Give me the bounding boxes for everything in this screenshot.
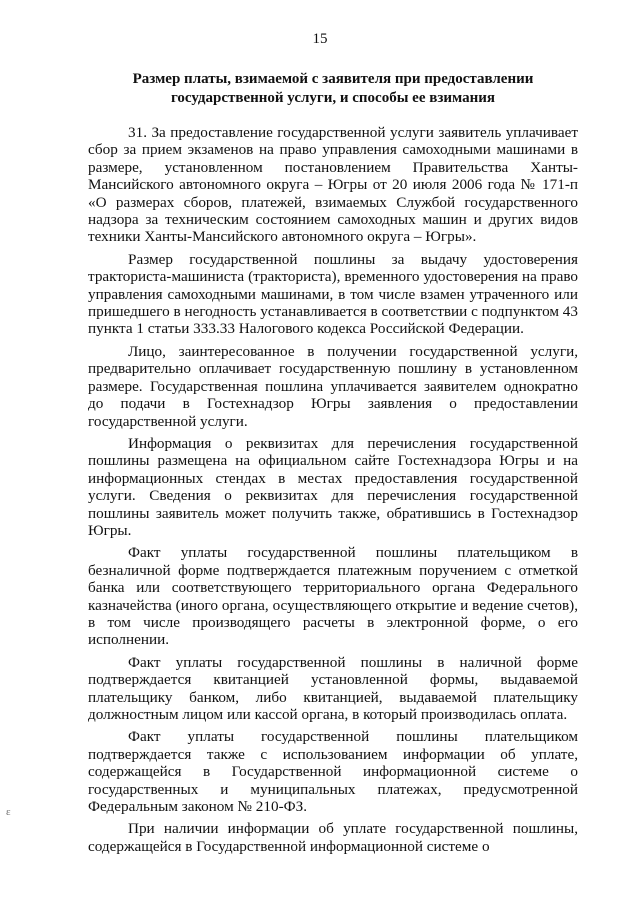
paragraph-gis-info: При наличии информации об уплате государственной пошлины, содержащейся в Государственной информационной системе о (88, 820, 578, 855)
document-body (88, 124, 578, 855)
paragraph-cashless-payment: Факт уплаты государственной пошлины плательщиком в безналичной форме подтверждается платежным поручением с отметкой банка или соответствующего территориального органа Федерального казначейства (иного органа, осуществляющего открытие и ведение счетов), в том числе производящего расчеты в электронной форме, о его исполнении. (88, 544, 578, 649)
section-heading (88, 70, 578, 108)
paragraph-cash-payment: Факт уплаты государственной пошлины в наличной форме подтверждается квитанцией установленной формы, выдаваемой плательщику банком, либо квитанцией, выдаваемой плательщику должностным лицом или кассой органа, в который производилась оплата. (88, 653, 578, 723)
heading-line-2: государственной услуги, и способы ее взимания (170, 90, 496, 106)
paragraph-fee-amount: Размер государственной пошлины за выдачу удостоверения тракториста-машиниста (тракториста), временного удостоверения на право управления самоходными машинами, в том числе взамен утраченного или пришедшего в негодность устанавливается в соответствии с подпунктом 43 пункта 1 статьи 333.33 Налогового кодекса Российской Федерации. (88, 250, 578, 338)
margin-mark: ɛ (6, 806, 11, 818)
heading-line-1: Размер платы, взимаемой с заявителя при предоставлении (132, 71, 534, 87)
paragraph-requisites: Информация о реквизитах для перечисления государственной пошлины размещена на официальном сайте Гостехнадзора Югры и на информационных стендах в местах предоставления государственной услуги. Сведения о реквизитах для перечисления государственной пошлины заявитель может получить также, обратившись в Гостехнадзор Югры. (88, 434, 578, 539)
paragraph-prepayment: Лицо, заинтересованное в получении государственной услуги, предварительно оплачивает государственную пошлину в установленном размере. Государственная пошлина уплачивается заявителем однократно до подачи в Гостехнадзор Югры заявления о предоставлении государственной услуги. (88, 342, 578, 430)
paragraph-gis-gmp: Факт уплаты государственной пошлины плательщиком подтверждается также с использованием информации об уплате, содержащейся в Государственной информационной системе о государственных и муниципальных платежах, предусмотренной Федеральным законом № 210-ФЗ. (88, 728, 578, 816)
paragraph-31: 31. За предоставление государственной услуги заявитель уплачивает сбор за прием экзаменов на право управления самоходными машинами в размере, установленном постановлением Правительства Ханты-Мансийского автономного округа – Югры от 20 июля 2006 года № 171-п «О размерах сборов, платежей, взимаемых Службой государственного надзора за техническим состоянием самоходных машин и других видов техники Ханты-Мансийского автономного округа – Югры». (88, 124, 578, 246)
page-number: 15 (312, 31, 328, 47)
